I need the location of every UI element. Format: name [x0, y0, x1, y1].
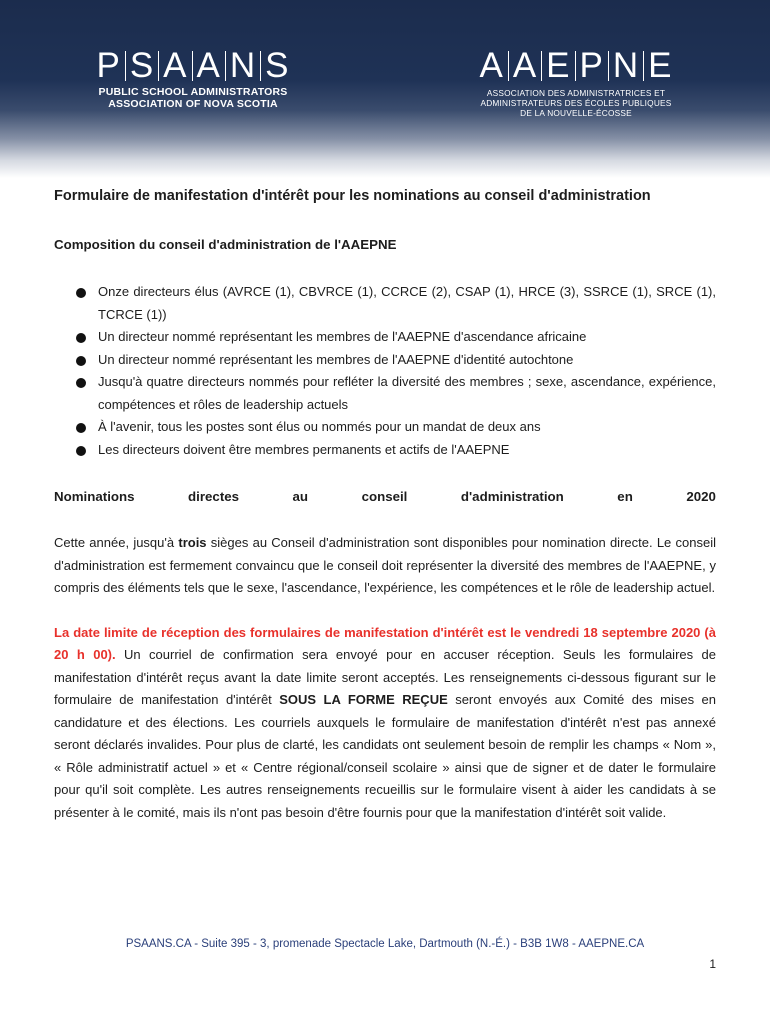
bullet-icon [76, 378, 86, 388]
page-number: 1 [709, 957, 716, 971]
list-item: Les directeurs doivent être membres permanents et actifs de l'AAEPNE [98, 439, 716, 462]
document-title: Formulaire de manifestation d'intérêt pour les nominations au conseil d'administration [54, 188, 651, 204]
list-item: Un directeur nommé représentant les membres de l'AAEPNE d'ascendance africaine [98, 326, 716, 349]
aaepne-logo-line2: ADMINISTRATEURS DES ÉCOLES PUBLIQUES [480, 98, 672, 108]
bullet-icon [76, 356, 86, 366]
psaans-logo [80, 46, 306, 110]
psaans-logo-wordmark: P S A A N S [96, 46, 290, 85]
bullet-icon [76, 288, 86, 298]
aaepne-logo [466, 46, 686, 118]
composition-heading: Composition du conseil d'administration de l'AAEPNE [54, 237, 397, 252]
nominations-paragraph: Cette année, jusqu'à trois sièges au Conseil d'administration sont disponibles pour nomination directe. Le conseil d'administration est fermement convaincu que le conseil doit représenter la diversité des membres de l'AAEPNE, y compris des éléments tels que le sexe, l'ascendance, l'expérience, les compétences et le rôle de leadership actuel. [54, 535, 716, 595]
list-item: Jusqu'à quatre directeurs nommés pour refléter la diversité des membres ; sexe, ascendance, expérience, compétences et rôles de leadership actuels [98, 371, 716, 416]
psaans-logo-line1: PUBLIC SCHOOL ADMINISTRATORS [98, 86, 288, 98]
bullet-icon [76, 423, 86, 433]
list-item: Un directeur nommé représentant les membres de l'AAEPNE d'identité autochtone [98, 349, 716, 372]
deadline-notice: La date limite de réception des formulaires de manifestation d'intérêt est le vendredi 18 septembre 2020 (à 20 h 00). [54, 624, 716, 662]
deadline-paragraph: La date limite de réception des formulaires de manifestation d'intérêt est le vendredi 18 septembre 2020 (à 20 h 00). Un courriel de confirmation sera envoyé pour en accuser réception. Seuls les formulaires de manifestation d'intérêt reçus avant la date limite seront acceptés. Les renseignements ci-dessous figurant sur le formulaire de manifestation d'intérêt SOUS LA FORME REÇUE seront envoyés aux Comité des mises en candidature et des élections. Les courriels auxquels le formulaire de manifestation d'intérêt n'est pas annexé seront déclarés invalides. Pour plus de clarté, les candidats ont seulement besoin de remplir les champs « Nom », « Rôle administratif actuel » et « Centre régional/conseil scolaire » ainsi que de signer et de dater le formulaire pour qu'il soit complète. Les autres renseignements recueillis sur le formulaire visent à aider les candidats à se présenter à le comité, mais ils n'ont pas besoin d'être fournis pour que la manifestation d'intérêt soit valide. [54, 624, 716, 820]
footer-address: PSAANS.CA - Suite 395 - 3, promenade Spectacle Lake, Dartmouth (N.-É.) - B3B 1W8 - AAEPNE.CA [125, 938, 645, 950]
bullet-icon [76, 446, 86, 456]
aaepne-logo-wordmark: A A E P N E [479, 46, 673, 85]
bullet-icon [76, 333, 86, 343]
list-item: Onze directeurs élus (AVRCE (1), CBVRCE (1), CCRCE (2), CSAP (1), HRCE (3), SSRCE (1), SRCE (1), TCRCE (1)) [98, 281, 716, 326]
composition-list [54, 281, 716, 461]
list-item: À l'avenir, tous les postes sont élus ou nommés pour un mandat de deux ans [98, 416, 716, 439]
psaans-logo-line2: ASSOCIATION OF NOVA SCOTIA [108, 98, 278, 110]
nominations-heading: Nominations directes au conseil d'administration en 2020 [54, 489, 716, 504]
aaepne-logo-line1: ASSOCIATION DES ADMINISTRATRICES ET [486, 88, 666, 98]
aaepne-logo-line3: DE LA NOUVELLE-ÉCOSSE [520, 108, 632, 118]
document-body [54, 186, 716, 824]
